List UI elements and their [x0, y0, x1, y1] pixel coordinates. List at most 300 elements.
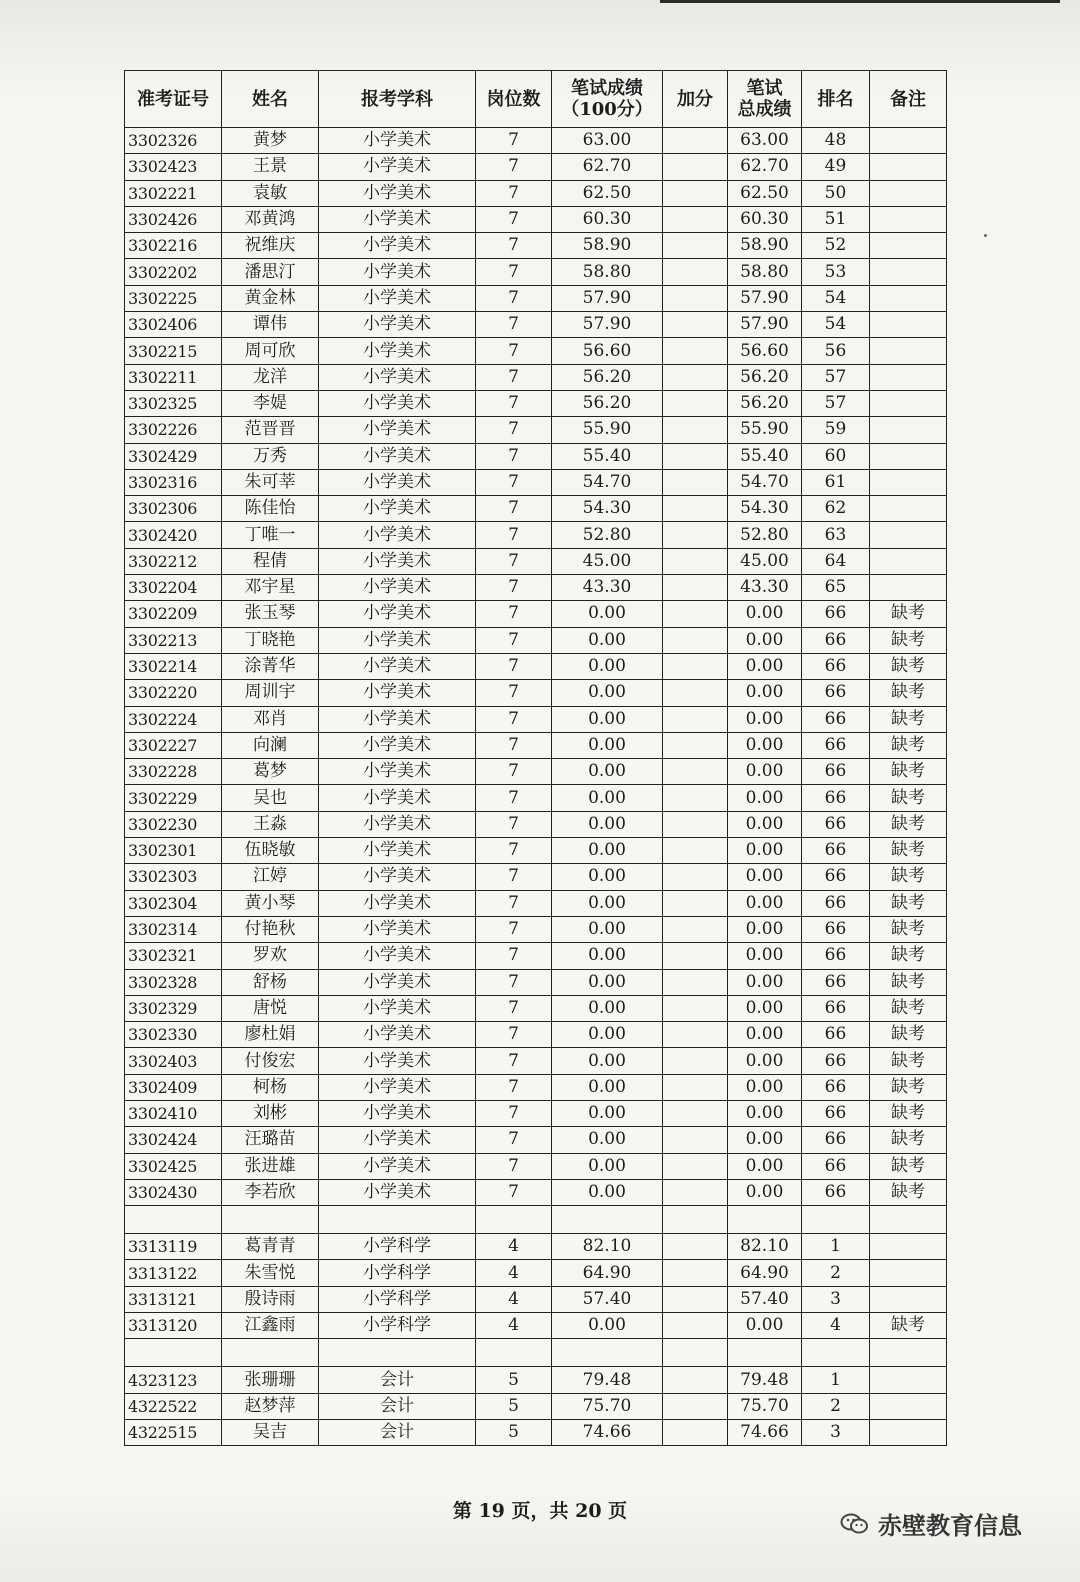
cell-note: 缺考 — [870, 995, 947, 1021]
cell-rank: 66 — [802, 995, 870, 1021]
cell-note: 缺考 — [870, 890, 947, 916]
table-row — [125, 759, 947, 785]
cell-rank: 66 — [802, 785, 870, 811]
cell-posts: 7 — [476, 154, 552, 180]
cell-written-score: 62.50 — [552, 180, 663, 206]
cell-total: 0.00 — [728, 732, 802, 758]
cell-posts: 7 — [476, 943, 552, 969]
cell-total: 0.00 — [728, 1048, 802, 1074]
cell-note: 缺考 — [870, 969, 947, 995]
cell-written-score: 0.00 — [552, 811, 663, 837]
cell-id: 3302204 — [125, 575, 222, 601]
cell-bonus — [663, 995, 728, 1021]
header-bonus: 加分 — [663, 71, 728, 128]
table-row — [125, 1179, 947, 1205]
table-row — [125, 496, 947, 522]
cell-name: 朱可莘 — [222, 469, 319, 495]
cell-posts: 7 — [476, 969, 552, 995]
cell-bonus — [663, 1260, 728, 1286]
cell-note — [870, 364, 947, 390]
cell-id: 3302226 — [125, 417, 222, 443]
cell-subject: 小学科学 — [319, 1313, 476, 1339]
cell-posts: 7 — [476, 864, 552, 890]
cell-bonus — [663, 759, 728, 785]
table-row — [125, 916, 947, 942]
cell-note — [870, 206, 947, 232]
cell-posts: 5 — [476, 1419, 552, 1445]
cell-subject: 小学美术 — [319, 259, 476, 285]
spacer-cell — [125, 1206, 222, 1234]
cell-written-score: 43.30 — [552, 575, 663, 601]
header-written-score — [552, 71, 663, 128]
cell-id: 3302213 — [125, 627, 222, 653]
cell-rank: 51 — [802, 206, 870, 232]
table-spacer-row — [125, 1339, 947, 1367]
cell-note: 缺考 — [870, 1100, 947, 1126]
cell-subject: 小学美术 — [319, 1074, 476, 1100]
cell-posts: 7 — [476, 653, 552, 679]
cell-note — [870, 417, 947, 443]
table-row — [125, 1313, 947, 1339]
cell-written-score: 0.00 — [552, 943, 663, 969]
cell-subject: 小学美术 — [319, 732, 476, 758]
cell-name: 张珊珊 — [222, 1367, 319, 1393]
cell-note — [870, 180, 947, 206]
cell-subject: 小学美术 — [319, 969, 476, 995]
spacer-cell — [319, 1206, 476, 1234]
cell-id: 3302301 — [125, 838, 222, 864]
cell-rank: 66 — [802, 1100, 870, 1126]
cell-written-score: 0.00 — [552, 627, 663, 653]
cell-rank: 61 — [802, 469, 870, 495]
cell-bonus — [663, 732, 728, 758]
cell-id: 3302221 — [125, 180, 222, 206]
cell-rank: 53 — [802, 259, 870, 285]
cell-total: 0.00 — [728, 864, 802, 890]
cell-rank: 66 — [802, 943, 870, 969]
cell-id: 3313121 — [125, 1286, 222, 1312]
cell-rank: 56 — [802, 338, 870, 364]
cell-subject: 小学美术 — [319, 285, 476, 311]
table-row — [125, 811, 947, 837]
cell-note — [870, 469, 947, 495]
cell-name: 黄梦 — [222, 128, 319, 154]
cell-name: 程倩 — [222, 548, 319, 574]
cell-written-score: 0.00 — [552, 864, 663, 890]
cell-total: 0.00 — [728, 890, 802, 916]
spacer-cell — [476, 1339, 552, 1367]
cell-bonus — [663, 1419, 728, 1445]
cell-name: 谭伟 — [222, 312, 319, 338]
cell-posts: 7 — [476, 285, 552, 311]
cell-subject: 小学美术 — [319, 154, 476, 180]
cell-name: 葛梦 — [222, 759, 319, 785]
watermark-text: 赤壁教育信息 — [878, 1512, 1022, 1540]
cell-rank: 2 — [802, 1393, 870, 1419]
cell-id: 3302423 — [125, 154, 222, 180]
cell-rank: 66 — [802, 916, 870, 942]
cell-written-score: 56.60 — [552, 338, 663, 364]
cell-name: 李媞 — [222, 390, 319, 416]
header-name: 姓名 — [222, 71, 319, 128]
cell-posts: 7 — [476, 916, 552, 942]
cell-posts: 7 — [476, 443, 552, 469]
cell-rank: 48 — [802, 128, 870, 154]
cell-subject: 小学美术 — [319, 653, 476, 679]
table-row — [125, 1234, 947, 1260]
header-rank: 排名 — [802, 71, 870, 128]
cell-subject: 小学美术 — [319, 864, 476, 890]
cell-id: 3302420 — [125, 522, 222, 548]
cell-written-score: 64.90 — [552, 1260, 663, 1286]
table-row — [125, 1393, 947, 1419]
cell-total: 0.00 — [728, 1074, 802, 1100]
cell-total: 0.00 — [728, 785, 802, 811]
cell-note — [870, 1419, 947, 1445]
cell-bonus — [663, 1234, 728, 1260]
cell-subject: 小学美术 — [319, 312, 476, 338]
cell-posts: 7 — [476, 680, 552, 706]
cell-id: 3302225 — [125, 285, 222, 311]
cell-bonus — [663, 627, 728, 653]
cell-posts: 7 — [476, 627, 552, 653]
table-row — [125, 969, 947, 995]
cell-written-score: 79.48 — [552, 1367, 663, 1393]
table-row — [125, 995, 947, 1021]
cell-name: 赵梦萍 — [222, 1393, 319, 1419]
cell-bonus — [663, 1393, 728, 1419]
cell-name: 江婷 — [222, 864, 319, 890]
cell-name: 龙洋 — [222, 364, 319, 390]
cell-bonus — [663, 969, 728, 995]
table-row — [125, 838, 947, 864]
cell-bonus — [663, 575, 728, 601]
cell-note — [870, 259, 947, 285]
cell-subject: 小学美术 — [319, 180, 476, 206]
cell-total: 0.00 — [728, 653, 802, 679]
table-row — [125, 680, 947, 706]
cell-id: 3302202 — [125, 259, 222, 285]
cell-name: 舒杨 — [222, 969, 319, 995]
cell-name: 汪璐苗 — [222, 1127, 319, 1153]
cell-id: 3302425 — [125, 1153, 222, 1179]
cell-id: 3302406 — [125, 312, 222, 338]
cell-name: 黄小琴 — [222, 890, 319, 916]
cell-note: 缺考 — [870, 916, 947, 942]
score-table — [124, 70, 947, 1446]
cell-posts: 7 — [476, 838, 552, 864]
cell-id: 3302321 — [125, 943, 222, 969]
cell-note: 缺考 — [870, 811, 947, 837]
cell-name: 范晋晋 — [222, 417, 319, 443]
cell-written-score: 0.00 — [552, 1179, 663, 1205]
cell-note — [870, 1286, 947, 1312]
header-written-score-line2: （100分） — [561, 99, 653, 120]
cell-rank: 66 — [802, 1127, 870, 1153]
cell-total: 54.30 — [728, 496, 802, 522]
cell-id: 3302220 — [125, 680, 222, 706]
cell-rank: 60 — [802, 443, 870, 469]
cell-bonus — [663, 785, 728, 811]
cell-subject: 小学美术 — [319, 1127, 476, 1153]
cell-rank: 63 — [802, 522, 870, 548]
table-row — [125, 548, 947, 574]
cell-posts: 7 — [476, 259, 552, 285]
cell-name: 袁敏 — [222, 180, 319, 206]
cell-id: 3302306 — [125, 496, 222, 522]
cell-note: 缺考 — [870, 653, 947, 679]
cell-written-score: 57.90 — [552, 312, 663, 338]
cell-bonus — [663, 1286, 728, 1312]
spacer-cell — [552, 1206, 663, 1234]
cell-bonus — [663, 180, 728, 206]
cell-note: 缺考 — [870, 680, 947, 706]
cell-subject: 会计 — [319, 1367, 476, 1393]
cell-id: 3302212 — [125, 548, 222, 574]
cell-posts: 7 — [476, 1100, 552, 1126]
cell-name: 黄金林 — [222, 285, 319, 311]
table-row — [125, 1100, 947, 1126]
cell-name: 唐悦 — [222, 995, 319, 1021]
cell-id: 3313122 — [125, 1260, 222, 1286]
cell-rank: 66 — [802, 811, 870, 837]
spacer-cell — [663, 1339, 728, 1367]
cell-name: 邓黄鸿 — [222, 206, 319, 232]
cell-id: 3302224 — [125, 706, 222, 732]
cell-name: 廖杜娟 — [222, 1022, 319, 1048]
cell-total: 0.00 — [728, 627, 802, 653]
cell-written-score: 0.00 — [552, 1127, 663, 1153]
table-row — [125, 522, 947, 548]
cell-id: 3313120 — [125, 1313, 222, 1339]
cell-bonus — [663, 1100, 728, 1126]
cell-note: 缺考 — [870, 1022, 947, 1048]
cell-written-score: 57.90 — [552, 285, 663, 311]
cell-id: 4323123 — [125, 1367, 222, 1393]
cell-name: 刘彬 — [222, 1100, 319, 1126]
cell-note: 缺考 — [870, 838, 947, 864]
cell-bonus — [663, 364, 728, 390]
cell-name: 陈佳怡 — [222, 496, 319, 522]
cell-rank: 66 — [802, 1048, 870, 1074]
cell-posts: 7 — [476, 180, 552, 206]
cell-id: 3302426 — [125, 206, 222, 232]
cell-id: 3302209 — [125, 601, 222, 627]
cell-rank: 66 — [802, 1074, 870, 1100]
table-row — [125, 1074, 947, 1100]
table-row — [125, 1260, 947, 1286]
cell-bonus — [663, 1313, 728, 1339]
cell-total: 74.66 — [728, 1419, 802, 1445]
cell-subject: 小学美术 — [319, 233, 476, 259]
cell-posts: 7 — [476, 1074, 552, 1100]
cell-posts: 4 — [476, 1313, 552, 1339]
cell-subject: 小学美术 — [319, 890, 476, 916]
cell-total: 0.00 — [728, 916, 802, 942]
cell-posts: 7 — [476, 575, 552, 601]
cell-posts: 7 — [476, 469, 552, 495]
cell-total: 0.00 — [728, 838, 802, 864]
cell-name: 李若欣 — [222, 1179, 319, 1205]
page-number-text: 第 19 页，共 20 页 — [452, 1500, 628, 1522]
table-spacer-row — [125, 1206, 947, 1234]
cell-written-score: 0.00 — [552, 601, 663, 627]
cell-bonus — [663, 1127, 728, 1153]
spacer-cell — [125, 1339, 222, 1367]
table-row — [125, 890, 947, 916]
spacer-cell — [728, 1339, 802, 1367]
cell-subject: 小学美术 — [319, 916, 476, 942]
cell-bonus — [663, 1153, 728, 1179]
cell-posts: 7 — [476, 759, 552, 785]
cell-rank: 54 — [802, 312, 870, 338]
table-row — [125, 285, 947, 311]
header-total-line2: 总成绩 — [737, 99, 792, 120]
cell-written-score: 0.00 — [552, 1048, 663, 1074]
cell-bonus — [663, 233, 728, 259]
cell-subject: 小学美术 — [319, 443, 476, 469]
table-row — [125, 128, 947, 154]
table-row — [125, 1048, 947, 1074]
cell-name: 丁晓艳 — [222, 627, 319, 653]
cell-rank: 66 — [802, 627, 870, 653]
cell-note — [870, 443, 947, 469]
cell-rank: 49 — [802, 154, 870, 180]
cell-written-score: 63.00 — [552, 128, 663, 154]
cell-rank: 57 — [802, 390, 870, 416]
cell-subject: 小学美术 — [319, 548, 476, 574]
cell-total: 0.00 — [728, 680, 802, 706]
cell-name: 丁唯一 — [222, 522, 319, 548]
cell-bonus — [663, 838, 728, 864]
cell-posts: 7 — [476, 417, 552, 443]
cell-note — [870, 1234, 947, 1260]
cell-rank: 57 — [802, 364, 870, 390]
cell-id: 3302216 — [125, 233, 222, 259]
cell-bonus — [663, 548, 728, 574]
cell-subject: 小学美术 — [319, 1022, 476, 1048]
table-row — [125, 443, 947, 469]
cell-bonus — [663, 916, 728, 942]
cell-bonus — [663, 943, 728, 969]
cell-bonus — [663, 154, 728, 180]
cell-name: 邓宇星 — [222, 575, 319, 601]
table-row — [125, 154, 947, 180]
cell-note: 缺考 — [870, 943, 947, 969]
cell-rank: 3 — [802, 1419, 870, 1445]
cell-bonus — [663, 443, 728, 469]
header-id: 准考证号 — [125, 71, 222, 128]
cell-id: 3302325 — [125, 390, 222, 416]
table-row — [125, 364, 947, 390]
cell-posts: 4 — [476, 1260, 552, 1286]
cell-subject: 小学科学 — [319, 1234, 476, 1260]
cell-bonus — [663, 864, 728, 890]
cell-total: 0.00 — [728, 601, 802, 627]
spacer-cell — [728, 1206, 802, 1234]
cell-name: 伍晓敏 — [222, 838, 319, 864]
cell-name: 葛青青 — [222, 1234, 319, 1260]
cell-written-score: 0.00 — [552, 759, 663, 785]
cell-rank: 4 — [802, 1313, 870, 1339]
cell-id: 3302409 — [125, 1074, 222, 1100]
cell-posts: 7 — [476, 811, 552, 837]
cell-note: 缺考 — [870, 785, 947, 811]
cell-bonus — [663, 1048, 728, 1074]
header-subject: 报考学科 — [319, 71, 476, 128]
cell-bonus — [663, 1367, 728, 1393]
cell-total: 54.70 — [728, 469, 802, 495]
header-written-score-line1: 笔试成绩 — [571, 78, 643, 99]
cell-posts: 5 — [476, 1367, 552, 1393]
cell-total: 56.20 — [728, 390, 802, 416]
table-row — [125, 943, 947, 969]
cell-written-score: 54.30 — [552, 496, 663, 522]
cell-note — [870, 1393, 947, 1419]
table-row — [125, 1022, 947, 1048]
header-total-line1: 笔试 — [746, 78, 783, 99]
cell-written-score: 0.00 — [552, 1100, 663, 1126]
cell-bonus — [663, 811, 728, 837]
cell-rank: 66 — [802, 680, 870, 706]
cell-id: 3302403 — [125, 1048, 222, 1074]
table-header-row — [125, 71, 947, 128]
cell-written-score: 74.66 — [552, 1419, 663, 1445]
cell-total: 0.00 — [728, 969, 802, 995]
table-row — [125, 1127, 947, 1153]
cell-written-score: 0.00 — [552, 995, 663, 1021]
cell-name: 罗欢 — [222, 943, 319, 969]
cell-id: 3302316 — [125, 469, 222, 495]
cell-subject: 小学美术 — [319, 1179, 476, 1205]
cell-total: 0.00 — [728, 1100, 802, 1126]
cell-subject: 小学美术 — [319, 785, 476, 811]
cell-total: 56.20 — [728, 364, 802, 390]
cell-id: 3302229 — [125, 785, 222, 811]
top-edge-line — [660, 0, 1060, 3]
table-row — [125, 864, 947, 890]
cell-written-score: 45.00 — [552, 548, 663, 574]
cell-rank: 66 — [802, 864, 870, 890]
cell-subject: 小学美术 — [319, 390, 476, 416]
table-row — [125, 601, 947, 627]
table-row — [125, 785, 947, 811]
cell-written-score: 0.00 — [552, 1313, 663, 1339]
cell-written-score: 58.80 — [552, 259, 663, 285]
cell-bonus — [663, 1022, 728, 1048]
cell-subject: 小学美术 — [319, 1048, 476, 1074]
cell-subject: 小学美术 — [319, 206, 476, 232]
cell-subject: 小学美术 — [319, 627, 476, 653]
cell-written-score: 0.00 — [552, 653, 663, 679]
cell-rank: 66 — [802, 1179, 870, 1205]
table-row — [125, 1419, 947, 1445]
table-row — [125, 390, 947, 416]
cell-rank: 66 — [802, 1153, 870, 1179]
cell-subject: 小学美术 — [319, 469, 476, 495]
cell-subject: 会计 — [319, 1393, 476, 1419]
cell-rank: 66 — [802, 890, 870, 916]
cell-id: 3302214 — [125, 653, 222, 679]
cell-written-score: 60.30 — [552, 206, 663, 232]
cell-rank: 1 — [802, 1367, 870, 1393]
cell-total: 56.60 — [728, 338, 802, 364]
cell-rank: 2 — [802, 1260, 870, 1286]
cell-note: 缺考 — [870, 732, 947, 758]
cell-note — [870, 154, 947, 180]
cell-note: 缺考 — [870, 1048, 947, 1074]
cell-rank: 64 — [802, 548, 870, 574]
